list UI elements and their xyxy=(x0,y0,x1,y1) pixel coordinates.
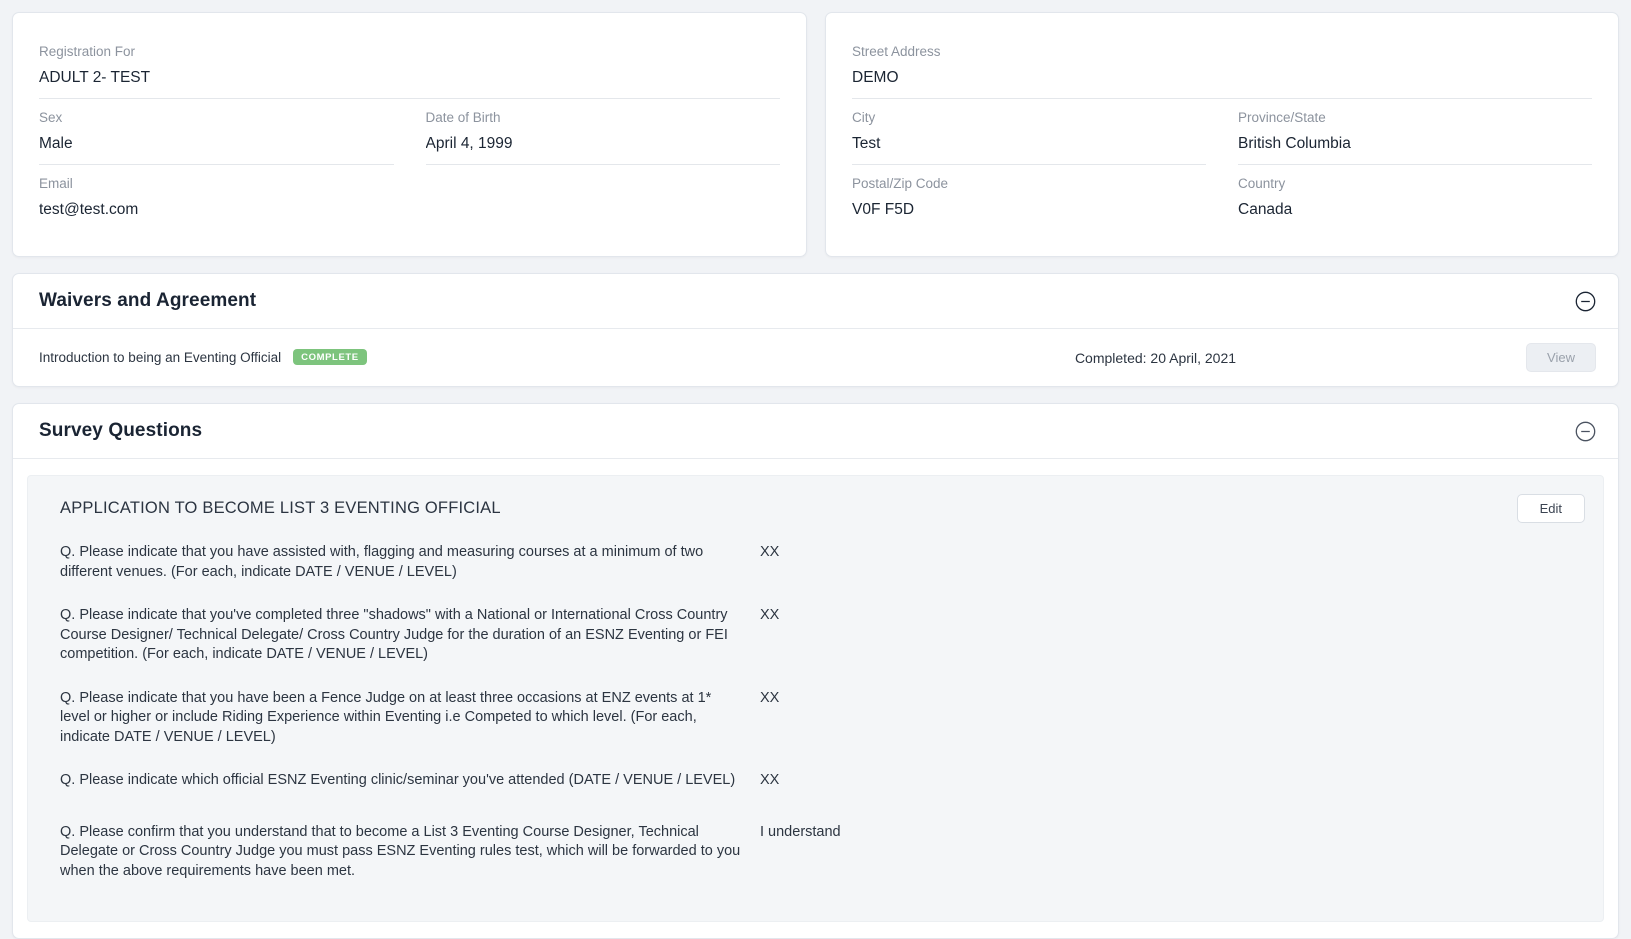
address-details-card xyxy=(825,12,1619,257)
section-title: Waivers and Agreement xyxy=(39,290,257,311)
field-city xyxy=(852,99,1206,165)
field-label: Street Address xyxy=(852,44,941,59)
field-value: April 4, 1999 xyxy=(425,135,513,152)
city-province-row xyxy=(852,99,1592,165)
field-date-of-birth xyxy=(426,99,781,165)
field-sex xyxy=(39,99,394,165)
survey-qa-row xyxy=(28,600,1603,683)
field-value: Male xyxy=(39,135,73,152)
survey-questions-section xyxy=(12,403,1619,939)
survey-question: Q. Please indicate that you have assisted with, flagging and measuring courses at a minimum of two different venues. (For each, indicate DATE / VENUE / LEVEL) xyxy=(60,544,704,580)
field-value: ADULT 2- TEST xyxy=(39,69,151,86)
field-label: Country xyxy=(1238,176,1286,191)
survey-body xyxy=(13,459,1618,938)
survey-answer: I understand xyxy=(760,823,841,840)
email-row xyxy=(39,165,780,230)
field-label: Email xyxy=(39,176,73,191)
field-label: City xyxy=(852,110,876,125)
field-postal-zip xyxy=(852,165,1206,230)
field-country xyxy=(1238,165,1592,230)
field-label: Date of Birth xyxy=(425,110,501,125)
field-label: Postal/Zip Code xyxy=(852,176,949,191)
survey-answer: XX xyxy=(760,772,780,788)
waiver-row xyxy=(13,329,1618,386)
survey-question: Q. Please confirm that you understand that to become a List 3 Eventing Course Designer, Technical Delegate or Cross Country Judge you must pass ESNZ Eventing rules test, which will be forwarded to you when the above requirements have been met. xyxy=(60,823,741,879)
survey-answer: XX xyxy=(760,544,780,560)
survey-section-header xyxy=(13,404,1618,459)
registration-for-row xyxy=(39,33,780,99)
survey-panel-header xyxy=(28,476,1603,537)
survey-qa-row xyxy=(28,537,1603,600)
field-label: Province/State xyxy=(1238,110,1326,125)
field-value: British Columbia xyxy=(1238,135,1351,152)
view-waiver-button[interactable]: View xyxy=(1526,343,1596,372)
field-province-state xyxy=(1238,99,1592,165)
survey-question: Q. Please indicate which official ESNZ Eventing clinic/seminar you've attended (DATE / VENUE / LEVEL) xyxy=(60,772,736,788)
collapse-icon[interactable] xyxy=(1574,290,1596,312)
survey-answer: XX xyxy=(760,607,780,623)
survey-application-panel xyxy=(27,475,1604,922)
postal-country-row xyxy=(852,165,1592,230)
field-label: Registration For xyxy=(39,44,136,59)
waivers-section-header xyxy=(13,274,1618,329)
field-value: Canada xyxy=(1238,201,1293,218)
registrant-details-card xyxy=(12,12,807,257)
survey-panel-title: APPLICATION TO BECOME LIST 3 EVENTING OFFICIAL xyxy=(60,499,501,517)
field-value: Test xyxy=(852,135,881,152)
survey-question: Q. Please indicate that you have been a Fence Judge on at least three occasions at ENZ events at 1* level or higher or include Riding Experience within Eventing i.e Competed to which level. (For each, indicate DATE / VENUE / LEVEL) xyxy=(60,689,712,745)
waivers-section xyxy=(12,273,1619,387)
field-value: test@test.com xyxy=(39,201,139,218)
field-value: DEMO xyxy=(852,69,899,86)
survey-qa-row xyxy=(28,683,1603,766)
profile-summary-row xyxy=(12,12,1619,257)
field-registration-for xyxy=(39,33,780,99)
field-label: Sex xyxy=(39,110,63,125)
field-email xyxy=(39,165,780,230)
field-street-address xyxy=(852,33,1592,99)
survey-question: Q. Please indicate that you've completed three "shadows" with a National or International Cross Country Course Designer/ Technical Delegate/ Cross Country Judge for the duration of an ESNZ Eventing or FEI competition. (For each, indicate DATE / VENUE / LEVEL) xyxy=(60,607,728,662)
survey-qa-row xyxy=(28,809,1603,900)
edit-survey-button[interactable]: Edit xyxy=(1517,494,1585,523)
section-title: Survey Questions xyxy=(39,420,203,441)
waiver-name: Introduction to being an Eventing Official xyxy=(39,350,282,365)
survey-qa-row xyxy=(28,765,1603,809)
survey-answer: XX xyxy=(760,689,780,706)
collapse-icon[interactable] xyxy=(1574,420,1596,442)
status-badge: COMPLETE xyxy=(293,349,367,365)
sex-dob-row xyxy=(39,99,780,165)
waiver-completed-date: Completed: 20 April, 2021 xyxy=(1074,349,1237,366)
field-value: V0F F5D xyxy=(852,201,915,218)
street-address-row xyxy=(852,33,1592,99)
